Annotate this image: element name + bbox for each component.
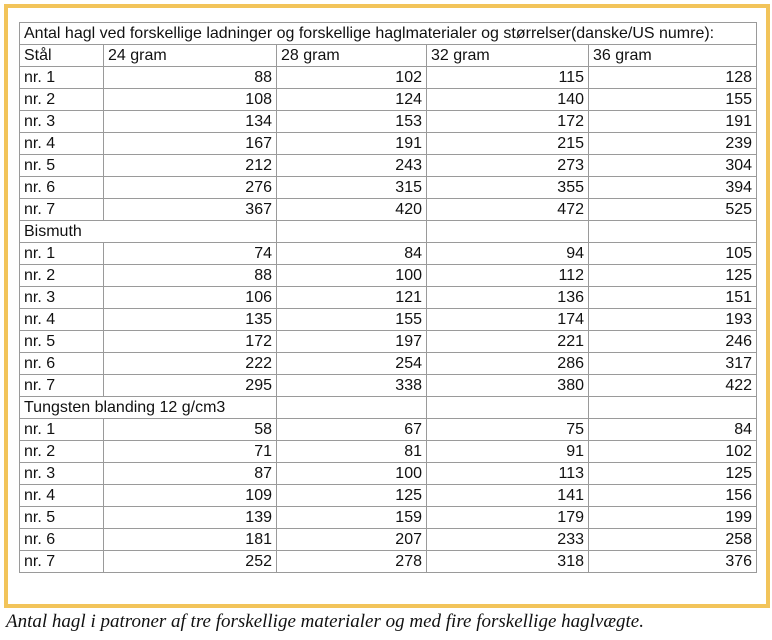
group-name: Bismuth	[20, 221, 277, 243]
shot-count-cell: 139	[104, 507, 277, 529]
shot-count-cell: 125	[277, 485, 427, 507]
shot-count-cell: 172	[427, 111, 589, 133]
shot-count-cell: 276	[104, 177, 277, 199]
size-label: nr. 7	[20, 375, 104, 397]
size-label: nr. 4	[20, 133, 104, 155]
shot-count-cell: 221	[427, 331, 589, 353]
shot-count-cell: 295	[104, 375, 277, 397]
table-row	[20, 485, 757, 507]
shot-count-cell: 472	[427, 199, 589, 221]
shot-count-cell: 278	[277, 551, 427, 573]
shot-count-cell: 141	[427, 485, 589, 507]
shot-count-cell: 84	[277, 243, 427, 265]
shot-count-cell: 81	[277, 441, 427, 463]
table-row	[20, 67, 757, 89]
shot-count-cell: 174	[427, 309, 589, 331]
shot-count-cell: 246	[589, 331, 757, 353]
size-label: nr. 3	[20, 463, 104, 485]
shot-count-cell: 172	[104, 331, 277, 353]
shot-count-cell: 102	[277, 67, 427, 89]
shot-count-cell: 367	[104, 199, 277, 221]
shot-count-cell: 197	[277, 331, 427, 353]
shot-count-cell: 128	[589, 67, 757, 89]
shot-count-cell: 115	[427, 67, 589, 89]
column-header: 36 gram	[589, 45, 757, 67]
title-row	[20, 23, 757, 45]
figure-caption: Antal hagl i patroner af tre forskellige materialer og med fire forskellige haglvægte.	[6, 611, 644, 632]
shot-count-cell: 380	[427, 375, 589, 397]
size-label: nr. 6	[20, 353, 104, 375]
shot-count-cell: 394	[589, 177, 757, 199]
shot-count-table	[19, 22, 757, 573]
shot-count-cell: 105	[589, 243, 757, 265]
shot-count-cell: 167	[104, 133, 277, 155]
shot-count-cell: 376	[589, 551, 757, 573]
shot-count-cell: 254	[277, 353, 427, 375]
group-name: Tungsten blanding 12 g/cm3	[20, 397, 277, 419]
table-row	[20, 353, 757, 375]
group-header-row	[20, 221, 757, 243]
empty-cell	[427, 397, 589, 419]
shot-count-cell: 222	[104, 353, 277, 375]
shot-count-cell: 88	[104, 67, 277, 89]
size-label: nr. 4	[20, 309, 104, 331]
shot-count-cell: 243	[277, 155, 427, 177]
table-row	[20, 529, 757, 551]
shot-count-cell: 108	[104, 89, 277, 111]
shot-count-cell: 252	[104, 551, 277, 573]
size-label: nr. 3	[20, 111, 104, 133]
shot-count-cell: 125	[589, 265, 757, 287]
table-row	[20, 331, 757, 353]
empty-cell	[277, 221, 427, 243]
column-header: 24 gram	[104, 45, 277, 67]
table-row	[20, 155, 757, 177]
shot-count-cell: 191	[589, 111, 757, 133]
shot-count-cell: 100	[277, 463, 427, 485]
table-row	[20, 265, 757, 287]
shot-count-cell: 199	[589, 507, 757, 529]
table-row	[20, 177, 757, 199]
shot-count-cell: 112	[427, 265, 589, 287]
table-row	[20, 243, 757, 265]
table-row	[20, 89, 757, 111]
shot-count-cell: 58	[104, 419, 277, 441]
shot-count-cell: 191	[277, 133, 427, 155]
shot-count-cell: 422	[589, 375, 757, 397]
size-label: nr. 5	[20, 331, 104, 353]
empty-cell	[427, 221, 589, 243]
shot-count-cell: 258	[589, 529, 757, 551]
shot-count-cell: 100	[277, 265, 427, 287]
shot-count-cell: 102	[589, 441, 757, 463]
column-header: 32 gram	[427, 45, 589, 67]
shot-count-cell: 124	[277, 89, 427, 111]
shot-count-cell: 74	[104, 243, 277, 265]
table-row	[20, 287, 757, 309]
table-row	[20, 199, 757, 221]
size-label: nr. 4	[20, 485, 104, 507]
size-label: nr. 6	[20, 177, 104, 199]
empty-cell	[277, 397, 427, 419]
figure-frame	[4, 4, 770, 608]
size-label: nr. 2	[20, 441, 104, 463]
size-label: nr. 6	[20, 529, 104, 551]
shot-count-cell: 121	[277, 287, 427, 309]
shot-count-cell: 239	[589, 133, 757, 155]
shot-count-cell: 215	[427, 133, 589, 155]
shot-count-cell: 233	[427, 529, 589, 551]
empty-cell	[589, 397, 757, 419]
shot-count-cell: 155	[277, 309, 427, 331]
shot-count-cell: 338	[277, 375, 427, 397]
group-header-row	[20, 397, 757, 419]
table-row	[20, 551, 757, 573]
shot-count-cell: 75	[427, 419, 589, 441]
shot-count-cell: 286	[427, 353, 589, 375]
shot-count-cell: 179	[427, 507, 589, 529]
shot-count-cell: 355	[427, 177, 589, 199]
size-label: nr. 2	[20, 265, 104, 287]
shot-count-cell: 151	[589, 287, 757, 309]
shot-count-cell: 125	[589, 463, 757, 485]
size-label: nr. 7	[20, 551, 104, 573]
shot-count-cell: 106	[104, 287, 277, 309]
table-row	[20, 111, 757, 133]
shot-count-cell: 71	[104, 441, 277, 463]
size-label: nr. 1	[20, 67, 104, 89]
shot-count-cell: 113	[427, 463, 589, 485]
shot-count-cell: 207	[277, 529, 427, 551]
shot-count-cell: 420	[277, 199, 427, 221]
shot-count-cell: 315	[277, 177, 427, 199]
group-name: Stål	[20, 45, 104, 67]
shot-count-cell: 159	[277, 507, 427, 529]
shot-count-cell: 318	[427, 551, 589, 573]
shot-count-cell: 525	[589, 199, 757, 221]
table-row	[20, 463, 757, 485]
shot-count-cell: 317	[589, 353, 757, 375]
size-label: nr. 2	[20, 89, 104, 111]
shot-count-cell: 156	[589, 485, 757, 507]
table-row	[20, 133, 757, 155]
shot-count-cell: 84	[589, 419, 757, 441]
table-row	[20, 507, 757, 529]
column-header: 28 gram	[277, 45, 427, 67]
shot-count-cell: 67	[277, 419, 427, 441]
shot-count-cell: 181	[104, 529, 277, 551]
group-header-row	[20, 45, 757, 67]
table-row	[20, 441, 757, 463]
shot-count-cell: 304	[589, 155, 757, 177]
size-label: nr. 5	[20, 507, 104, 529]
table-row	[20, 419, 757, 441]
size-label: nr. 7	[20, 199, 104, 221]
empty-cell	[589, 221, 757, 243]
shot-count-cell: 193	[589, 309, 757, 331]
shot-count-cell: 87	[104, 463, 277, 485]
shot-count-cell: 88	[104, 265, 277, 287]
size-label: nr. 1	[20, 243, 104, 265]
size-label: nr. 5	[20, 155, 104, 177]
shot-count-cell: 155	[589, 89, 757, 111]
table-title: Antal hagl ved forskellige ladninger og forskellige haglmaterialer og størrelser(danske/US numre):	[20, 23, 757, 45]
shot-count-cell: 135	[104, 309, 277, 331]
table-row	[20, 375, 757, 397]
table-row	[20, 309, 757, 331]
size-label: nr. 1	[20, 419, 104, 441]
shot-count-cell: 94	[427, 243, 589, 265]
size-label: nr. 3	[20, 287, 104, 309]
shot-count-cell: 134	[104, 111, 277, 133]
shot-count-cell: 140	[427, 89, 589, 111]
shot-count-cell: 273	[427, 155, 589, 177]
shot-count-cell: 136	[427, 287, 589, 309]
shot-count-cell: 212	[104, 155, 277, 177]
shot-count-cell: 91	[427, 441, 589, 463]
shot-count-cell: 109	[104, 485, 277, 507]
shot-count-cell: 153	[277, 111, 427, 133]
